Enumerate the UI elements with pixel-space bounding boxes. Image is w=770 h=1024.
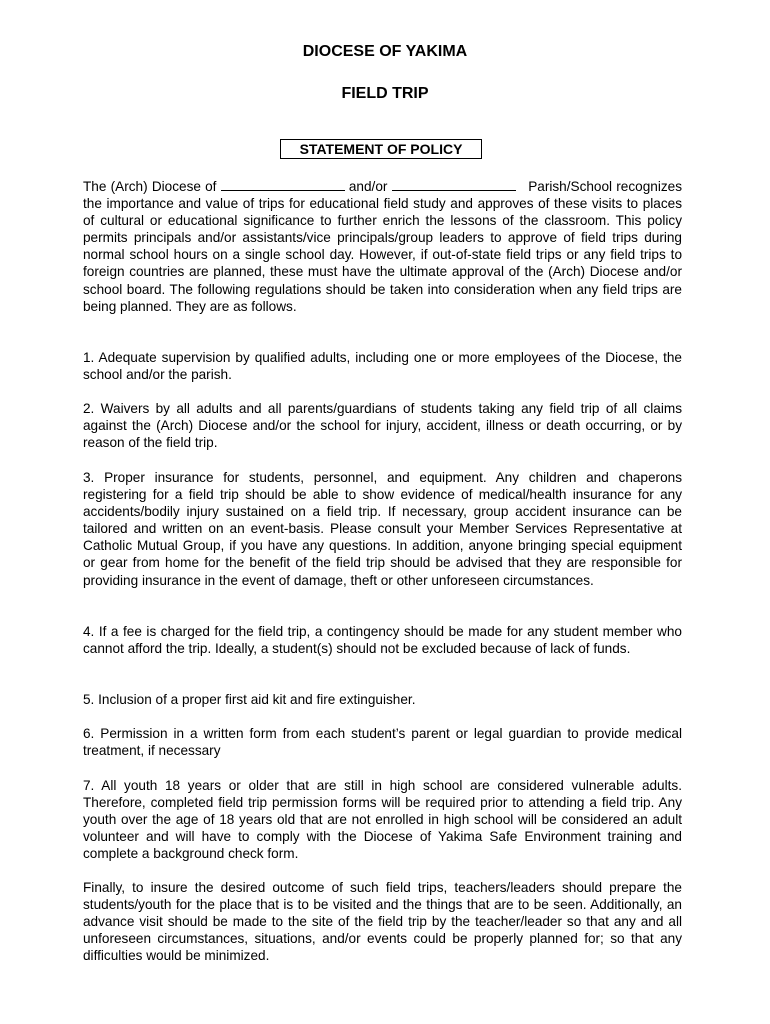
policy-item-2: 2. Waivers by all adults and all parents/guardians of students taking any field trip of all claims against the (Arch) Diocese and/or the school for injury, accident, illness or death occurring, or by reason of the field trip. xyxy=(83,401,682,451)
intro-and-or: and/or xyxy=(348,179,388,194)
policy-item-5: 5. Inclusion of a proper first aid kit and fire extinguisher. xyxy=(83,692,416,707)
closing-paragraph: Finally, to insure the desired outcome of such field trips, teachers/leaders should prepare the students/youth for the place that is to be visited and the things that are to be seen. Additionally, an advance visit should be made to the site of the field trip by the teacher/leader so that any and all unforeseen circumstances, situations, and/or events could be properly planned for; so that any difficulties would be minimized. xyxy=(83,880,682,964)
policy-item-1: 1. Adequate supervision by qualified adults, including one or more employees of the Diocese, the school and/or the parish. xyxy=(83,350,682,383)
field-trip-title: FIELD TRIP xyxy=(341,85,429,102)
diocese-title: DIOCESE OF YAKIMA xyxy=(302,43,468,60)
intro-text-body: Parish/School recognizes the importance and value of trips for educational field study and approves of these visits to places of cultural or educational significance to further enrich the lessons of the classroom. This policy permits principals and/or assistants/vice principals/group leaders to approve of field trips during normal school hours on a single school day. However, if out-of-state field trips or any field trips to foreign countries are planned, these must have the ultimate approval of the (Arch) Diocese and/or school board. The following regulations should be taken into consideration when any field trips are being planned. They are as follows. xyxy=(83,179,683,314)
policy-item-3: 3. Proper insurance for students, personnel, and equipment. Any children and chaperons registering for a field trip should be able to show evidence of medical/health insurance for any accidents/bodily injury sustained on a field trip. If necessary, group accident insurance can be tailored and written on an event-basis. Please consult your Member Services Representative at Catholic Mutual Group, if you have any questions. In addition, anyone bringing special equipment or gear from home for the benefit of the field trip should be advised that they are responsible for providing insurance in the event of damage, theft or other unforeseen circumstances. xyxy=(83,470,682,588)
intro-paragraph xyxy=(83,178,682,315)
statement-of-policy-heading: STATEMENT OF POLICY xyxy=(280,139,482,159)
parish-school-blank[interactable] xyxy=(392,178,516,191)
policy-item-6: 6. Permission in a written form from each student’s parent or legal guardian to provide medical treatment, if necessary xyxy=(83,726,682,759)
intro-text-start: The (Arch) Diocese of xyxy=(83,179,217,194)
diocese-name-blank[interactable] xyxy=(221,178,345,191)
policy-item-4: 4. If a fee is charged for the field trip, a contingency should be made for any student member who cannot afford the trip. Ideally, a student(s) should not be excluded because of lack of funds. xyxy=(83,624,682,657)
policy-item-7: 7. All youth 18 years or older that are still in high school are considered vulnerable adults. Therefore, completed field trip permission forms will be required prior to attending a field trip. Any youth over the age of 18 years old that are not enrolled in high school will be considered an adult volunteer and will have to comply with the Diocese of Yakima Safe Environment training and complete a background check form. xyxy=(83,778,682,862)
